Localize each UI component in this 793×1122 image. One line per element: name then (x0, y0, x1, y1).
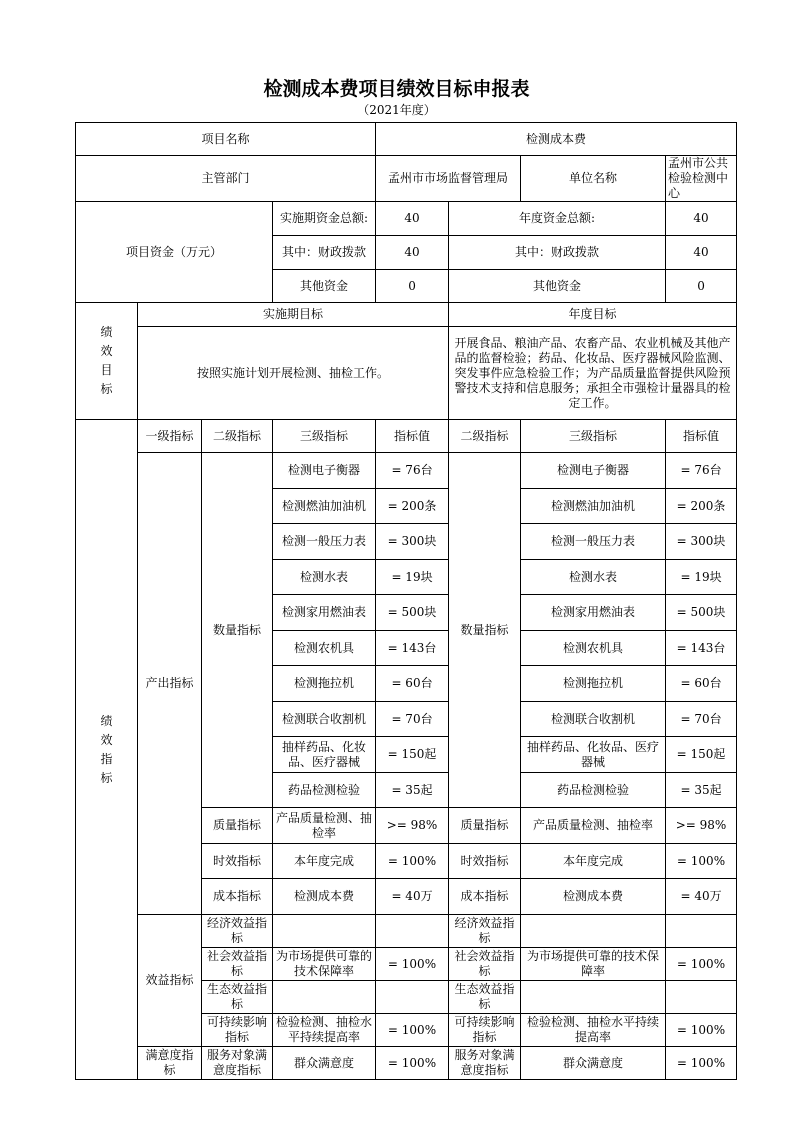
header-value-right: 指标值 (666, 420, 737, 453)
satisfaction-label: 满意度指标 (138, 1047, 202, 1080)
q-left-name: 抽样药品、化妆品、医疗器械 (273, 737, 376, 773)
quality-right-name: 产品质量检测、抽检率 (521, 808, 666, 844)
q-left-value: = 60台 (376, 666, 449, 702)
period-total-label: 实施期资金总额: (273, 202, 376, 236)
cost-label: 成本指标 (202, 879, 273, 915)
goals-label-text: 绩效目标 (100, 325, 113, 396)
dept-value: 孟州市市场监督管理局 (376, 156, 521, 202)
q-left-value: = 200条 (376, 489, 449, 524)
q-right-value: = 500块 (666, 595, 737, 631)
satisfaction-left-value: = 100% (376, 1047, 449, 1080)
satisfaction-right-name: 群众满意度 (521, 1047, 666, 1080)
cost-right-name: 检测成本费 (521, 879, 666, 915)
header-level3-right: 三级指标 (521, 420, 666, 453)
q-right-value: = 19块 (666, 560, 737, 595)
q-left-value: = 70台 (376, 702, 449, 737)
period-goal-text: 按照实施计划开展检测、抽检工作。 (138, 327, 449, 420)
benefit-left-value: = 100% (376, 948, 449, 981)
benefit-right-name: 为市场提供可靠的技术保障率 (521, 948, 666, 981)
satisfaction-left-name: 群众满意度 (273, 1047, 376, 1080)
benefit-left-value (376, 915, 449, 948)
year-other-value: 0 (666, 270, 737, 303)
q-left-name: 检测燃油加油机 (273, 489, 376, 524)
benefit-left-value: = 100% (376, 1014, 449, 1047)
benefit-left-name (273, 915, 376, 948)
q-left-name: 检测拖拉机 (273, 666, 376, 702)
header-value: 指标值 (376, 420, 449, 453)
form-title: 检测成本费项目绩效目标申报表 (263, 78, 530, 100)
timeliness-label: 时效指标 (202, 844, 273, 879)
quality-left-value: >= 98% (376, 808, 449, 844)
table-row (76, 1047, 737, 1080)
benefit-level2-right: 经济效益指标 (449, 915, 521, 948)
satisfaction-level2-right: 服务对象满意度指标 (449, 1047, 521, 1080)
timeliness-left-value: = 100% (376, 844, 449, 879)
period-goal-header: 实施期目标 (138, 303, 449, 327)
benefit-right-name (521, 915, 666, 948)
q-left-name: 检测联合收割机 (273, 702, 376, 737)
quality-left-name: 产品质量检测、抽检率 (273, 808, 376, 844)
q-left-value: = 76台 (376, 453, 449, 489)
q-right-name: 药品检测检验 (521, 773, 666, 808)
period-total-value: 40 (376, 202, 449, 236)
benefit-right-name: 检验检测、抽检水平持续提高率 (521, 1014, 666, 1047)
funds-label: 项目资金（万元） (76, 202, 273, 303)
quality-label-right: 质量指标 (449, 808, 521, 844)
benefit-left-name: 检验检测、抽检水平持续提高率 (273, 1014, 376, 1047)
q-right-value: = 150起 (666, 737, 737, 773)
quantity-label-right: 数量指标 (449, 453, 521, 808)
quality-label: 质量指标 (202, 808, 273, 844)
year-goal-text: 开展食品、粮油产品、农畜产品、农业机械及其他产品的监督检验；药品、化妆品、医疗器械风险监测、突发事件应急检验工作；为产品质量监督提供风险预警技术支持和信息服务；承担全市强检计量器具的检定工作。 (449, 327, 737, 420)
period-other-label: 其他资金 (273, 270, 376, 303)
q-right-name: 检测燃油加油机 (521, 489, 666, 524)
quantity-label: 数量指标 (202, 453, 273, 808)
q-right-name: 检测拖拉机 (521, 666, 666, 702)
cost-left-name: 检测成本费 (273, 879, 376, 915)
q-left-name: 检测家用燃油表 (273, 595, 376, 631)
cost-right-value: = 40万 (666, 879, 737, 915)
timeliness-right-name: 本年度完成 (521, 844, 666, 879)
q-right-name: 检测家用燃油表 (521, 595, 666, 631)
timeliness-left-name: 本年度完成 (273, 844, 376, 879)
q-left-value: = 35起 (376, 773, 449, 808)
quality-right-value: >= 98% (666, 808, 737, 844)
q-right-value: = 200条 (666, 489, 737, 524)
header-level1: 一级指标 (138, 420, 202, 453)
benefit-level2: 生态效益指标 (202, 981, 273, 1014)
q-right-name: 检测水表 (521, 560, 666, 595)
header-level3: 三级指标 (273, 420, 376, 453)
unit-value-cell: 孟州市公共检验检测中心 (666, 156, 737, 202)
year-other-label: 其他资金 (449, 270, 666, 303)
q-right-value: = 143台 (666, 631, 737, 666)
period-other-value: 0 (376, 270, 449, 303)
satisfaction-right-value: = 100% (666, 1047, 737, 1080)
period-fiscal-label: 其中：财政拨款 (273, 236, 376, 270)
benefit-level2-right: 生态效益指标 (449, 981, 521, 1014)
satisfaction-level2: 服务对象满意度指标 (202, 1047, 273, 1080)
q-left-value: = 500块 (376, 595, 449, 631)
dept-label: 主管部门 (76, 156, 376, 202)
benefit-level2-right: 社会效益指标 (449, 948, 521, 981)
q-right-name: 检测联合收割机 (521, 702, 666, 737)
benefit-label: 效益指标 (138, 915, 202, 1047)
q-right-name: 检测电子衡器 (521, 453, 666, 489)
indicators-label-text: 绩效指标 (100, 713, 113, 785)
goals-label (76, 303, 138, 420)
q-left-name: 检测农机具 (273, 631, 376, 666)
output-label: 产出指标 (138, 453, 202, 915)
header-level2-right: 二级指标 (449, 420, 521, 453)
benefit-level2: 经济效益指标 (202, 915, 273, 948)
table-row (76, 453, 737, 489)
year-fiscal-value: 40 (666, 236, 737, 270)
period-fiscal-value: 40 (376, 236, 449, 270)
q-left-name: 检测一般压力表 (273, 524, 376, 560)
header-level2: 二级指标 (202, 420, 273, 453)
q-right-name: 检测农机具 (521, 631, 666, 666)
timeliness-right-value: = 100% (666, 844, 737, 879)
q-right-value: = 76台 (666, 453, 737, 489)
performance-target-table (75, 122, 737, 1080)
year-fiscal-label: 其中：财政拨款 (449, 236, 666, 270)
benefit-right-name (521, 981, 666, 1014)
q-left-name: 检测水表 (273, 560, 376, 595)
cost-label-right: 成本指标 (449, 879, 521, 915)
q-right-name: 抽样药品、化妆品、医疗器械 (521, 737, 666, 773)
year-total-label: 年度资金总额: (449, 202, 666, 236)
timeliness-label-right: 时效指标 (449, 844, 521, 879)
q-left-name: 检测电子衡器 (273, 453, 376, 489)
q-left-value: = 143台 (376, 631, 449, 666)
q-right-value: = 300块 (666, 524, 737, 560)
unit-label: 单位名称 (521, 156, 666, 202)
benefit-right-value (666, 915, 737, 948)
benefit-right-value: = 100% (666, 948, 737, 981)
q-right-value: = 70台 (666, 702, 737, 737)
cost-left-value: = 40万 (376, 879, 449, 915)
indicators-label (76, 420, 138, 1080)
benefit-level2-right: 可持续影响指标 (449, 1014, 521, 1047)
q-right-value: = 60台 (666, 666, 737, 702)
form-year: （2021年度） (357, 103, 436, 117)
q-left-name: 药品检测检验 (273, 773, 376, 808)
project-name-label: 项目名称 (76, 123, 376, 156)
q-right-name: 检测一般压力表 (521, 524, 666, 560)
year-goal-header: 年度目标 (449, 303, 737, 327)
benefit-left-name (273, 981, 376, 1014)
q-left-value: = 150起 (376, 737, 449, 773)
benefit-level2: 可持续影响指标 (202, 1014, 273, 1047)
q-left-value: = 300块 (376, 524, 449, 560)
project-name-value: 检测成本费 (376, 123, 737, 156)
benefit-level2: 社会效益指标 (202, 948, 273, 981)
benefit-left-name: 为市场提供可靠的技术保障率 (273, 948, 376, 981)
year-total-value: 40 (666, 202, 737, 236)
benefit-left-value (376, 981, 449, 1014)
q-right-value: = 35起 (666, 773, 737, 808)
benefit-right-value (666, 981, 737, 1014)
q-left-value: = 19块 (376, 560, 449, 595)
benefit-right-value: = 100% (666, 1014, 737, 1047)
table-row (76, 915, 737, 948)
